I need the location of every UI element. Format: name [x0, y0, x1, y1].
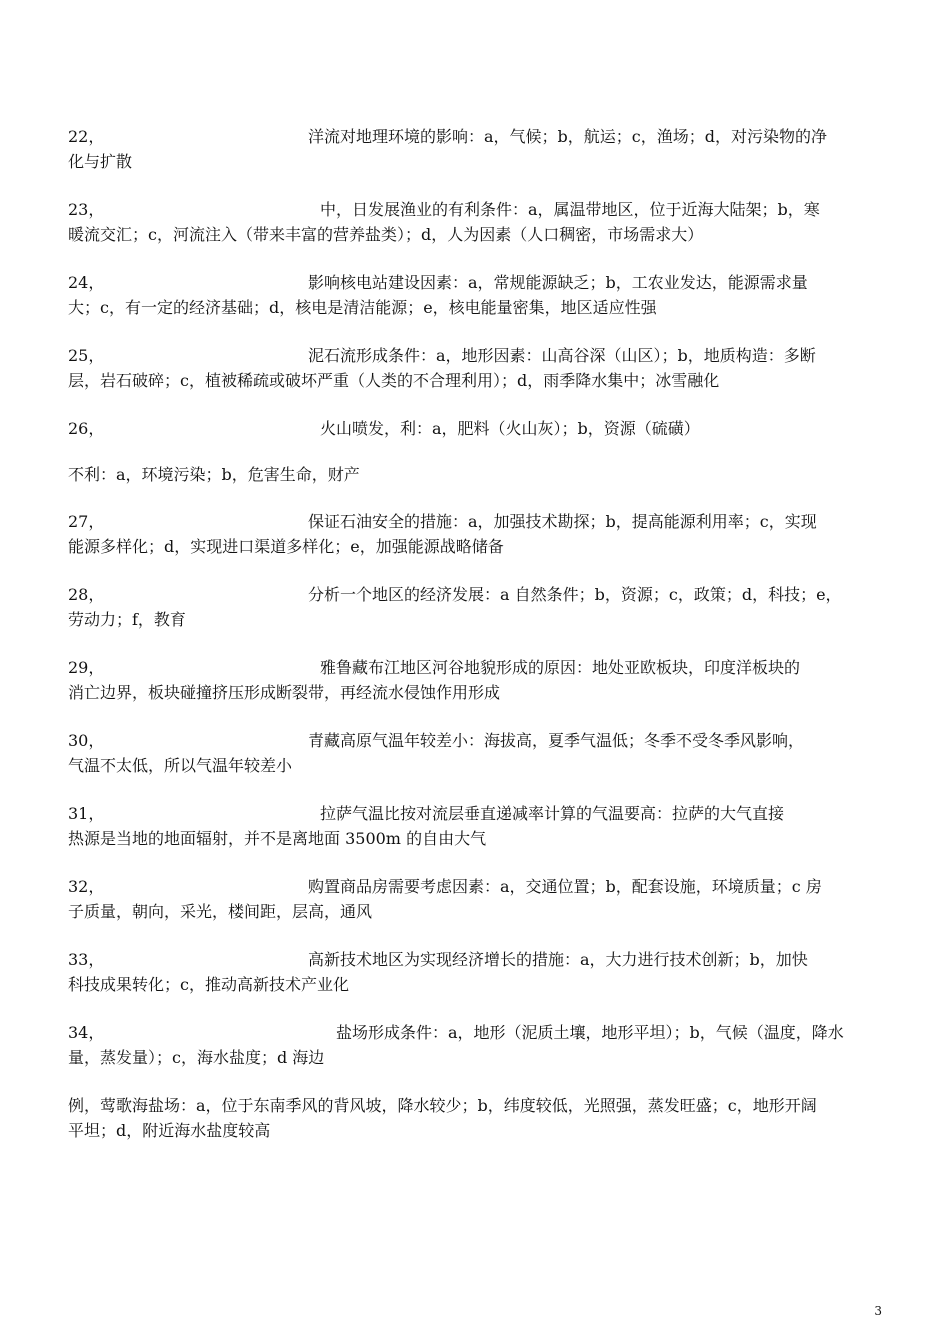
paragraph-23	[68, 197, 884, 247]
item-number: 34，	[68, 1023, 105, 1042]
paragraph-29	[68, 655, 884, 705]
paragraph-line: 气温不太低，所以气温年较差小	[68, 756, 293, 775]
item-number: 33，	[68, 950, 105, 969]
paragraph-28	[68, 582, 884, 632]
paragraph-line: 化与扩散	[68, 152, 133, 171]
item-number: 27，	[68, 512, 105, 531]
paragraph-line	[68, 728, 884, 753]
paragraph-line: 子质量，朝向，采光，楼间距，层高，通风	[68, 902, 373, 921]
item-number: 32，	[68, 877, 105, 896]
item-text: 高新技术地区为实现经济增长的措施：a，大力进行技术创新；b，加快	[308, 950, 808, 969]
paragraph-line: 量，蒸发量）；c，海水盐度；d 海边	[68, 1048, 325, 1067]
paragraph-line: 不利：a，环境污染；b，危害生命，财产	[68, 465, 360, 484]
paragraph-line: 暖流交汇；c，河流注入（带来丰富的营养盐类）；d，人为因素（人口稠密，市场需求大）	[68, 225, 704, 244]
paragraph-line	[68, 416, 884, 441]
paragraph-line: 平坦；d，附近海水盐度较高	[68, 1121, 271, 1140]
paragraph-line	[68, 509, 884, 534]
page-number: 3	[874, 1304, 882, 1318]
item-text: 洋流对地理环境的影响：a，气候；b，航运；c，渔场；d，对污染物的净	[308, 127, 827, 146]
item-number: 28，	[68, 585, 105, 604]
item-number: 24，	[68, 273, 105, 292]
paragraph-line	[68, 655, 884, 680]
paragraph-24	[68, 270, 884, 320]
item-number: 23，	[68, 200, 105, 219]
paragraph-line	[68, 801, 884, 826]
paragraph-line	[68, 343, 884, 368]
paragraph-line	[68, 874, 884, 899]
paragraph-line	[68, 947, 884, 972]
item-number: 25，	[68, 346, 105, 365]
item-text: 火山喷发，利：a，肥料（火山灰）；b，资源（硫磺）	[320, 419, 700, 438]
paragraph-line	[68, 1020, 884, 1045]
item-number: 22，	[68, 127, 105, 146]
item-text: 盐场形成条件：a，地形（泥质土壤，地形平坦）；b，气候（温度，降水	[336, 1023, 844, 1042]
paragraph-line: 能源多样化；d，实现进口渠道多样化；e，加强能源战略储备	[68, 537, 504, 556]
item-text: 分析一个地区的经济发展：a 自然条件；b，资源；c，政策；d，科技；e，	[308, 585, 842, 604]
paragraph-26-disadvantages	[68, 462, 884, 487]
item-text: 影响核电站建设因素：a，常规能源缺乏；b，工农业发达，能源需求量	[308, 273, 808, 292]
paragraph-line	[68, 582, 884, 607]
item-text: 泥石流形成条件：a，地形因素：山高谷深（山区）；b，地质构造：多断	[308, 346, 816, 365]
paragraph-27	[68, 509, 884, 559]
item-text: 雅鲁藏布江地区河谷地貌形成的原因：地处亚欧板块，印度洋板块的	[320, 658, 801, 677]
paragraph-line: 科技成果转化；c，推动高新技术产业化	[68, 975, 349, 994]
paragraph-32	[68, 874, 884, 924]
paragraph-30	[68, 728, 884, 778]
paragraph-line: 大；c，有一定的经济基础；d，核电是清洁能源；e，核电能量密集，地区适应性强	[68, 298, 657, 317]
paragraph-line: 消亡边界，板块碰撞挤压形成断裂带，再经流水侵蚀作用形成	[68, 683, 501, 702]
paragraph-line	[68, 124, 884, 149]
paragraph-line: 热源是当地的地面辐射，并不是离地面 3500m 的自由大气	[68, 829, 487, 848]
item-number: 29，	[68, 658, 105, 677]
paragraph-25	[68, 343, 884, 393]
paragraph-line	[68, 270, 884, 295]
item-text: 青藏高原气温年较差小：海拔高，夏季气温低；冬季不受冬季风影响，	[308, 731, 805, 750]
item-number: 30，	[68, 731, 105, 750]
paragraph-33	[68, 947, 884, 997]
paragraph-34-example	[68, 1093, 884, 1143]
item-text: 中，日发展渔业的有利条件：a，属温带地区，位于近海大陆架；b，寒	[320, 200, 820, 219]
paragraph-line: 层，岩石破碎；c，植被稀疏或破坏严重（人类的不合理利用）；d，雨季降水集中；冰雪融化	[68, 371, 720, 390]
paragraph-31	[68, 801, 884, 851]
item-text: 拉萨气温比按对流层垂直递减率计算的气温要高：拉萨的大气直接	[320, 804, 785, 823]
paragraph-line: 劳动力；f，教育	[68, 610, 186, 629]
paragraph-22	[68, 124, 884, 174]
paragraph-line: 例，莺歌海盐场：a，位于东南季风的背风坡，降水较少；b，纬度较低，光照强，蒸发旺盛；c，地形开阔	[68, 1096, 817, 1115]
item-text: 购置商品房需要考虑因素：a，交通位置；b，配套设施，环境质量；c 房	[308, 877, 822, 896]
item-number: 31，	[68, 804, 105, 823]
paragraph-26	[68, 416, 884, 441]
paragraph-line	[68, 197, 884, 222]
item-text: 保证石油安全的措施：a，加强技术勘探；b，提高能源利用率；c，实现	[308, 512, 817, 531]
paragraph-34	[68, 1020, 884, 1070]
item-number: 26，	[68, 419, 105, 438]
